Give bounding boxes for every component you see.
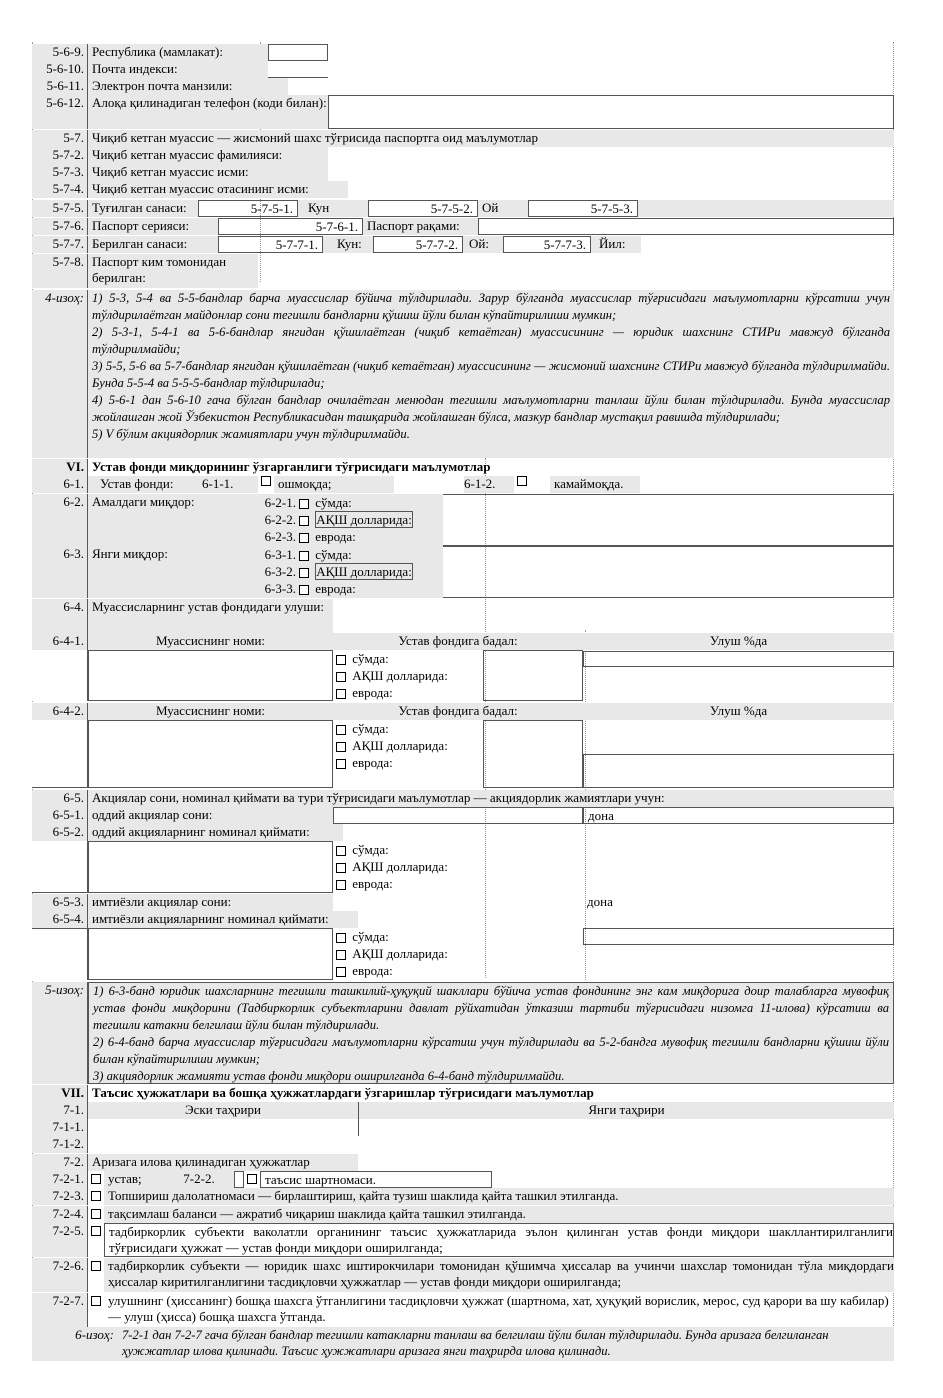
- row-6-1: [32, 476, 894, 493]
- note-number: 5-изоҳ:: [32, 982, 88, 1084]
- row-5-7-6: [32, 218, 894, 235]
- increase-checkbox[interactable]: [261, 476, 271, 486]
- note-text: [88, 290, 894, 458]
- item-number: 7-2-4.: [32, 1206, 88, 1223]
- month-label: Ой: [478, 200, 528, 217]
- item-number: 6-4-2.: [32, 703, 88, 720]
- currency-label: сўмда:: [352, 842, 389, 857]
- contribution-input[interactable]: [483, 650, 583, 701]
- section-label: Чиқиб кетган муассис — жисмоний шахс тўғрисида паспортга оид маълумотлар: [88, 130, 894, 147]
- nominal-options: [333, 928, 483, 980]
- surname-input[interactable]: [328, 147, 894, 164]
- sum-checkbox[interactable]: [336, 655, 346, 665]
- row-7-2: [32, 1154, 894, 1171]
- note-line: 1) 5-3, 5-4 ва 5-5-бандлар барча муассислар бўйича тўлдирилади. Зарур бўлганда муассислар тўғрисидаги маълумотларни кўрсатиш учун тўлдирилаётган майдонлар сони тегишли бандларни қўшиш йўли билан кўпайтирилиши мумкин;: [92, 291, 890, 322]
- row-5-7-2: [32, 147, 894, 164]
- note-line: 3) акциядорлик жамияти устав фонди миқдори оширилганда 6-4-банд тўлдирилмайди.: [93, 1069, 565, 1083]
- row-5-6-10: [32, 61, 894, 78]
- item-number: 5-7-5.: [32, 200, 88, 217]
- field-label: Чиқиб кетган муассис отасининг исми:: [88, 181, 348, 198]
- field-label: имтиёзли акцияларнинг номинал қиймати:: [88, 911, 358, 928]
- usd-checkbox[interactable]: [336, 950, 346, 960]
- new-text-input[interactable]: [358, 1136, 894, 1153]
- note-line: 2) 6-4-банд барча муассислар тўғрисидаги маълумотларни кўрсатиш учун тўлдирилади ва 5-2-бандга мувофиқ тегишли бандларни қўшиш йўли билан кўпайтирилиши мумкин;: [93, 1035, 889, 1066]
- field-label: Амалдаги миқдор:: [88, 494, 248, 546]
- column-header: Устав фондига бадал:: [333, 633, 583, 650]
- field-label: Муассисларнинг устав фондидаги улуши:: [88, 599, 333, 633]
- eur-checkbox[interactable]: [336, 689, 346, 699]
- unit-label: дона: [583, 807, 894, 824]
- item-number: 7-1-2.: [32, 1136, 88, 1153]
- usd-checkbox[interactable]: [336, 863, 346, 873]
- founder-name-input[interactable]: [88, 720, 333, 788]
- currency-label: еврода:: [352, 685, 393, 700]
- passport-series-code[interactable]: 5-7-6-1.: [218, 218, 363, 235]
- current-amount-input[interactable]: [443, 494, 894, 546]
- currency-label: сўмда:: [352, 929, 389, 944]
- item-number: 7-1.: [32, 1102, 88, 1119]
- item-number: 7-2-7.: [32, 1293, 88, 1327]
- eur-checkbox[interactable]: [299, 585, 309, 595]
- field-label: Устав фонди:: [88, 476, 198, 493]
- option-code: 6-2-1.: [264, 495, 296, 510]
- sum-checkbox[interactable]: [299, 499, 309, 509]
- row-5-6-12: [32, 95, 894, 129]
- section-title: Устав фонди миқдорининг ўзгарганлиги тўғрисидаги маълумотлар: [92, 459, 491, 474]
- item-number: 7-2-1.: [32, 1171, 88, 1188]
- option-code: 6-1-1.: [198, 476, 258, 493]
- eur-checkbox[interactable]: [336, 880, 346, 890]
- row-6-5-2: [32, 824, 894, 841]
- issue-year-code[interactable]: 5-7-7-3.: [503, 236, 591, 253]
- share-input[interactable]: [583, 754, 894, 788]
- row-7-2-7: [32, 1293, 894, 1327]
- field-label: Янги миқдор:: [88, 546, 248, 598]
- row-7-2-6: [32, 1258, 894, 1292]
- issue-month-code[interactable]: 5-7-7-2.: [373, 236, 463, 253]
- option-code: 6-2-2.: [264, 512, 296, 527]
- row-6-2: [32, 494, 894, 546]
- option-code: 6-3-2.: [264, 564, 296, 579]
- day-label: Кун:: [323, 236, 373, 253]
- option-code: 6-3-3.: [264, 581, 296, 596]
- item-number: 6-4.: [32, 599, 88, 633]
- capital-formed-checkbox[interactable]: [91, 1226, 101, 1236]
- founder-name-input[interactable]: [88, 650, 333, 701]
- share-input[interactable]: [583, 651, 894, 667]
- item-number: 6-5-2.: [32, 824, 88, 841]
- postcode-input[interactable]: [268, 61, 328, 78]
- field-label: Аризага илова қилинадиган ҳужжатлар: [88, 1154, 358, 1171]
- note-line: 4) 5-6-1 дан 5-6-10 гача бўлган бандлар очилаётган менюдан тегишли маълумотларни танлаш йўли билан тўлдирилади. Бунда муассислар жойлашган жой Ўзбекистон Республикасидан ташқарида жойлашган бўлса, мазкур бандлар мустақил равишда тўлдирилади;: [92, 393, 890, 424]
- section-number: VII.: [32, 1085, 88, 1102]
- row-6-4-2-body: [32, 720, 894, 788]
- row-5-7-4: [32, 181, 894, 198]
- row-5-7-5: [32, 200, 894, 217]
- old-text-input[interactable]: [88, 1119, 358, 1136]
- unit-label: дона: [587, 894, 613, 909]
- field-label: Берилган санаси:: [88, 236, 218, 253]
- note-number: 4-изоҳ:: [32, 290, 88, 458]
- item-number: 5-6-12.: [32, 95, 88, 129]
- item-number: 7-2.: [32, 1154, 88, 1171]
- note-line: 5) V бўлим акциядорлик жамиятлари учун тўлдирилмайди.: [92, 427, 410, 441]
- nominal-value-input[interactable]: [483, 841, 894, 893]
- note-4: [32, 290, 894, 458]
- item-number: 6-1.: [32, 476, 88, 493]
- contrib-options: [333, 650, 483, 701]
- section-vii-header: [32, 1085, 894, 1102]
- currency-label: сўмда:: [315, 547, 352, 562]
- item-number: 5-7-3.: [32, 164, 88, 181]
- currency-label: АҚШ долларида:: [352, 668, 448, 683]
- field-label: Алоқа қилинадиган телефон (коди билан):: [88, 95, 328, 129]
- row-5-7-3: [32, 164, 894, 181]
- doc-label: устав;: [104, 1171, 164, 1188]
- item-number: 7-2-6.: [32, 1258, 88, 1292]
- eur-checkbox[interactable]: [299, 533, 309, 543]
- birth-day-code[interactable]: 5-7-5-1.: [198, 200, 298, 217]
- phone-input[interactable]: [328, 95, 894, 129]
- row-5-7-7: [32, 236, 894, 253]
- separation-balance-checkbox[interactable]: [91, 1209, 101, 1219]
- usd-checkbox[interactable]: [299, 568, 309, 578]
- note-text: 7-2-1 дан 7-2-7 гача бўлган бандлар тегишли катакларни танлаш ва белгилаш йўли билан тўлдирилади. Бунда аризага белгиланган ҳужжатлар илова қилинади. Таъсис ҳужжатлари аризага янги таҳрирда илова қилинади.: [118, 1327, 894, 1361]
- option-label: ошмоқда;: [274, 476, 394, 493]
- row-7-2-5: [32, 1223, 894, 1257]
- item-number: 6-5-4.: [32, 911, 88, 928]
- section-number: VI.: [32, 459, 88, 476]
- currency-label: еврода:: [315, 529, 356, 544]
- note-line: 2) 5-3-1, 5-4-1 ва 5-6-бандлар янгидан қўшилаётган (чиқиб кетаётган) муассисининг — юридик шахснинг СТИРи мавжуд бўлганда тўлдирилмайди;: [92, 325, 890, 356]
- currency-label: сўмда:: [315, 495, 352, 510]
- item-number: 5-7-2.: [32, 147, 88, 164]
- eur-checkbox[interactable]: [336, 967, 346, 977]
- doc-label: таъсис шартномаси.: [260, 1171, 492, 1188]
- option-code: 6-3-1.: [264, 547, 296, 562]
- item-number: 5-6-11.: [32, 78, 88, 95]
- row-5-7-8: [32, 254, 894, 288]
- additional-contributions-checkbox[interactable]: [91, 1261, 101, 1271]
- row-6-5-4-body: [32, 928, 894, 980]
- item-number: 5-7.: [32, 130, 88, 147]
- row-7-1-1: [32, 1119, 894, 1136]
- birth-month-code[interactable]: 5-7-5-2.: [368, 200, 478, 217]
- row-7-2-3: [32, 1188, 894, 1205]
- note-line: 3) 5-5, 5-6 ва 5-7-бандлар янгидан қўшилаётган (чиқиб кетаётган) муассисининг — жисмоний шахснинг СТИРи мавжуд бўлганда тўлдирилмайди. Бунда 5-5-4 ва 5-5-5-бандлар тўлдирилади;: [92, 359, 890, 390]
- field-label: Паспорт серияси:: [88, 218, 218, 235]
- item-number: 5-7-6.: [32, 218, 88, 235]
- currency-label: АҚШ долларида:: [352, 946, 448, 961]
- column-header: Муассиснинг номи:: [88, 633, 333, 650]
- eur-checkbox[interactable]: [336, 759, 346, 769]
- field-label: Республика (мамлакат):: [88, 44, 268, 61]
- contribution-input[interactable]: [483, 720, 583, 788]
- usd-checkbox[interactable]: [336, 742, 346, 752]
- row-6-5-4: [32, 911, 894, 928]
- row-6-4-2: [32, 703, 894, 720]
- sum-checkbox[interactable]: [336, 725, 346, 735]
- decrease-checkbox[interactable]: [517, 476, 527, 486]
- issuer-input[interactable]: [258, 254, 894, 288]
- passport-number-label: Паспорт рақами:: [363, 218, 478, 235]
- doc-label: тақсимлаш баланси — ажратиб чиқариш шаклида қайта ташкил этилганда.: [104, 1206, 894, 1223]
- preferred-shares-count-input[interactable]: [333, 894, 583, 911]
- preferred-nominal-input[interactable]: [583, 928, 894, 945]
- note-line: 1) 6-3-банд юридик шахсларнинг тегишли ташкилий-ҳуқуқий шакллари бўйича устав фондининг энг кам миқдорига доир талабларга мувофиқ устав фонди миқдорини (Тадбиркорлик субъектларини давлат рўйхатидан ўтказиш тартиби тўғрисидаги низомга 11-илова) кўрсатиш ва тегишли катакни белгилаш йўли билан тўлдирилади.: [93, 984, 889, 1032]
- item-number: 5-7-4.: [32, 181, 88, 198]
- currency-label: АҚШ долларида:: [352, 859, 448, 874]
- row-7-1: [32, 1102, 894, 1119]
- item-number: 5-6-10.: [32, 61, 88, 78]
- row-6-3: [32, 546, 894, 598]
- currency-label: АҚШ долларида:: [316, 512, 412, 527]
- birth-year-code[interactable]: 5-7-5-3.: [528, 200, 638, 217]
- new-amount-input[interactable]: [443, 546, 894, 598]
- item-number: 6-2.: [32, 494, 88, 546]
- currency-label: АҚШ долларида:: [352, 738, 448, 753]
- currency-label: сўмда:: [352, 651, 389, 666]
- currency-label: сўмда:: [352, 721, 389, 736]
- doc-label: Топшириш далолатномаси — бирлаштириш, қайта тузиш шаклида қайта ташкил этилганда.: [104, 1188, 894, 1205]
- contrib-options: [333, 720, 483, 788]
- item-number: 6-4-1.: [32, 633, 88, 650]
- field-label: Акциялар сони, номинал қиймати ва тури тўғрисидаги маълумотлар — акциядорлик жамиятлари учун:: [88, 790, 894, 807]
- currency-label: еврода:: [352, 755, 393, 770]
- item-number: 6-5.: [32, 790, 88, 807]
- row-7-2-4: [32, 1206, 894, 1223]
- month-label: Ой:: [463, 236, 503, 253]
- passport-number-input[interactable]: [478, 218, 894, 235]
- item-number: 6-3.: [32, 546, 88, 598]
- old-text-input[interactable]: [88, 1136, 358, 1153]
- doc-label: тадбиркорлик субъекти ваколатли органининг таъсис ҳужжатларида эълон қилинган устав фонди миқдори шакллантирилганлиги тўғрисидаги ҳужжат — устав фонди миқдори оширилганда;: [104, 1223, 894, 1257]
- email-input[interactable]: [288, 78, 328, 95]
- currency-label: еврода:: [315, 581, 356, 596]
- sum-checkbox[interactable]: [336, 846, 346, 856]
- row-6-5-1: [32, 807, 894, 824]
- column-header: Янги таҳрири: [358, 1102, 894, 1119]
- item-number: 7-1-1.: [32, 1119, 88, 1136]
- field-label: оддий акцияларнинг номинал қиймати:: [88, 824, 343, 841]
- item-number: 7-2-5.: [32, 1223, 88, 1257]
- note-text: [88, 982, 894, 1084]
- doc-label: тадбиркорлик субъекти — юридик шахс иштирокчилари томонидан қўшимча ҳиссалар ва учинчи шахслар томонидан тўла миқдордаги ҳиссалар киритилганлигини тасдиқловчи ҳужжатлар — устав фонди миқдори оширилганда;: [104, 1258, 894, 1292]
- row-6-5-2-body: [32, 841, 894, 893]
- usd-checkbox[interactable]: [336, 672, 346, 682]
- field-label: оддий акциялар сони:: [88, 807, 333, 824]
- year-label: Йил:: [591, 236, 641, 253]
- field-label: Паспорт ким томонидан берилган:: [88, 254, 258, 288]
- column-header: Улуш %да: [583, 703, 894, 720]
- doc-label: улушнинг (ҳиссанинг) бошқа шахсга ўтганлигини тасдиқловчи ҳужжат (шартнома, хат, ҳуқуқий ворислик, мерос, суд қарори ва шу кабилар) — улуш (ҳисса) бошқа шахсга ўтганда.: [108, 1293, 889, 1324]
- country-input[interactable]: [268, 44, 328, 61]
- option-code: 6-1-2.: [464, 476, 514, 493]
- column-header: Эски таҳрири: [88, 1102, 358, 1119]
- row-7-1-2: [32, 1136, 894, 1153]
- common-shares-count-input[interactable]: [333, 807, 583, 824]
- row-5-7: [32, 130, 894, 147]
- note-6: [32, 1327, 894, 1361]
- item-number: 7-2-2.: [164, 1171, 234, 1188]
- row-6-4: [32, 599, 894, 633]
- row-6-4-1: [32, 633, 894, 650]
- field-label: Электрон почта манзили:: [88, 78, 288, 95]
- row-5-6-11: [32, 78, 894, 95]
- field-label: Чиқиб кетган муассис исми:: [88, 164, 328, 181]
- option-code: 6-2-3.: [264, 529, 296, 544]
- transfer-act-checkbox[interactable]: [91, 1191, 101, 1201]
- currency-label: еврода:: [352, 963, 393, 978]
- nominal-options: [333, 841, 483, 893]
- new-text-input[interactable]: [358, 1119, 894, 1136]
- issue-day-code[interactable]: 5-7-7-1.: [218, 236, 323, 253]
- item-number: 7-2-3.: [32, 1188, 88, 1205]
- current-amount-options: [248, 494, 443, 546]
- item-number: 5-7-7.: [32, 236, 88, 253]
- patronymic-input[interactable]: [348, 181, 894, 198]
- row-7-2-1: [32, 1171, 894, 1188]
- field-label: имтиёзли акциялар сони:: [88, 894, 333, 911]
- row-6-4-1-body: [32, 650, 894, 701]
- item-number: 6-5-1.: [32, 807, 88, 824]
- field-label: Чиқиб кетган муассис фамилияси:: [88, 147, 328, 164]
- currency-label: АҚШ долларида:: [316, 564, 412, 579]
- option-label: камаймоқда.: [550, 476, 640, 493]
- founding-agreement-checkbox[interactable]: [247, 1174, 257, 1184]
- share-transfer-checkbox[interactable]: [91, 1296, 101, 1306]
- new-amount-options: [248, 546, 443, 598]
- sum-checkbox[interactable]: [336, 933, 346, 943]
- item-number: 5-6-9.: [32, 44, 88, 61]
- field-label: Туғилган санаси:: [88, 200, 198, 217]
- row-6-5-3: [32, 894, 894, 911]
- day-label: Кун: [298, 200, 368, 217]
- usd-checkbox[interactable]: [299, 516, 309, 526]
- row-5-6-9: [32, 44, 894, 61]
- section-title: Таъсис ҳужжатлари ва бошқа ҳужжатлардаги ўзгаришлар тўғрисидаги маълумотлар: [92, 1085, 594, 1100]
- row-6-5: [32, 790, 894, 807]
- column-header: Муассиснинг номи:: [88, 703, 333, 720]
- item-number: 5-7-8.: [32, 254, 88, 288]
- note-number: 6-изоҳ:: [32, 1327, 118, 1361]
- section-vi-header: [32, 459, 894, 476]
- column-header: Улуш %да: [583, 633, 894, 650]
- currency-label: еврода:: [352, 876, 393, 891]
- column-header: Устав фондига бадал:: [333, 703, 583, 720]
- note-5: [32, 982, 894, 1084]
- item-number: 6-5-3.: [32, 894, 88, 911]
- field-label: Почта индекси:: [88, 61, 268, 78]
- name-input[interactable]: [328, 164, 894, 181]
- charter-checkbox[interactable]: [91, 1174, 101, 1184]
- sum-checkbox[interactable]: [299, 551, 309, 561]
